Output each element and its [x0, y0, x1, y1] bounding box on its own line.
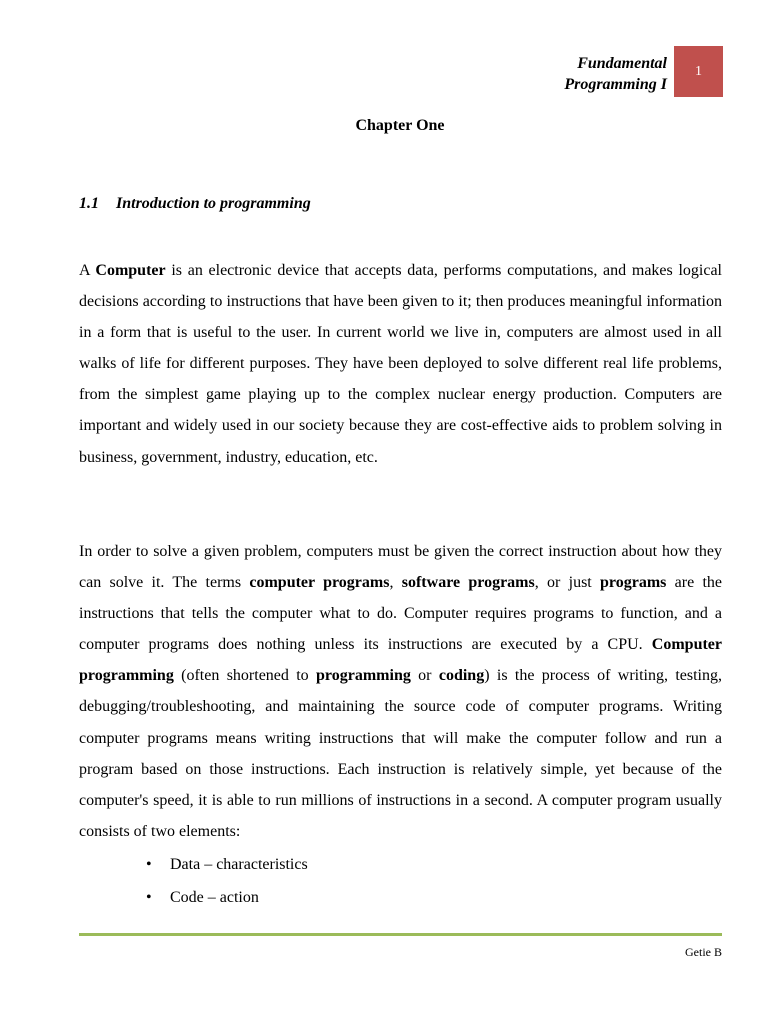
text-run: is an electronic device that accepts data, performs computations, and makes logical decisions according to instructions that have been given to it; then produces meaningful information in a form that is useful to the user. In current world we live in, computers are almost used in all walks of life for different purposes. They have been deployed to solve different real life problems, from the simplest game playing up to the complex nuclear energy production. Computers are important and widely used in our society because they are cost-effective aids to problem solving in business, government, industry, education, etc.: [79, 262, 723, 466]
bold-term: computer programs: [249, 574, 390, 592]
text-run: A: [79, 262, 96, 279]
list-item: [146, 850, 308, 883]
text-run: ) is the process of writing, testing, debugging/troubleshooting, and maintaining the source code of computer programs. Writing computer programs means writing instructions that will make the computer follow and run a program based on those instructions. Each instruction is relatively simple, yet because of the computer's speed, it is able to run millions of instructions in a second. A computer program usually consists of two elements:: [79, 667, 722, 840]
header-title-line2: Programming I: [564, 76, 667, 93]
section-heading: [79, 195, 311, 213]
text-run: are the instructions that tells the computer what to do. Computer requires programs to function, and a computer programs does nothing unless its instructions are executed by a CPU.: [79, 574, 723, 654]
text-run: , or just: [534, 574, 601, 592]
text-run: or: [410, 667, 439, 685]
section-title: Introduction to programming: [116, 195, 311, 212]
text-run: In order to solve a given problem, computers must be given the correct instruction about how they can solve it. The terms: [79, 543, 722, 592]
text-run: ,: [389, 574, 402, 592]
page-number-box: [674, 46, 723, 97]
list-item-text: Code – action: [170, 889, 259, 906]
bold-term: coding: [438, 667, 485, 685]
bold-term: programs: [600, 574, 667, 592]
paragraph-computer-definition: [79, 255, 722, 473]
page-number: 1: [695, 63, 702, 79]
paragraph-computer-programs: [79, 536, 722, 847]
section-number: 1.1: [79, 195, 99, 212]
bold-term: software programs: [401, 574, 535, 592]
bullet-icon: •: [146, 889, 152, 906]
list-item-text: Data – characteristics: [170, 856, 308, 873]
footer-author: Getie B: [685, 945, 722, 959]
bold-term: programming: [316, 667, 411, 685]
header-title-line1: Fundamental: [577, 55, 667, 72]
bold-term: Computer: [95, 262, 166, 279]
program-elements-list: [146, 850, 308, 916]
chapter-title: Chapter One: [355, 117, 445, 134]
list-item: [146, 883, 308, 916]
footer-divider: [79, 933, 722, 936]
bullet-icon: •: [146, 856, 152, 873]
text-run: (often shortened to: [173, 667, 317, 685]
bold-term: Computer programming: [79, 636, 722, 685]
running-header-title: [564, 53, 667, 95]
